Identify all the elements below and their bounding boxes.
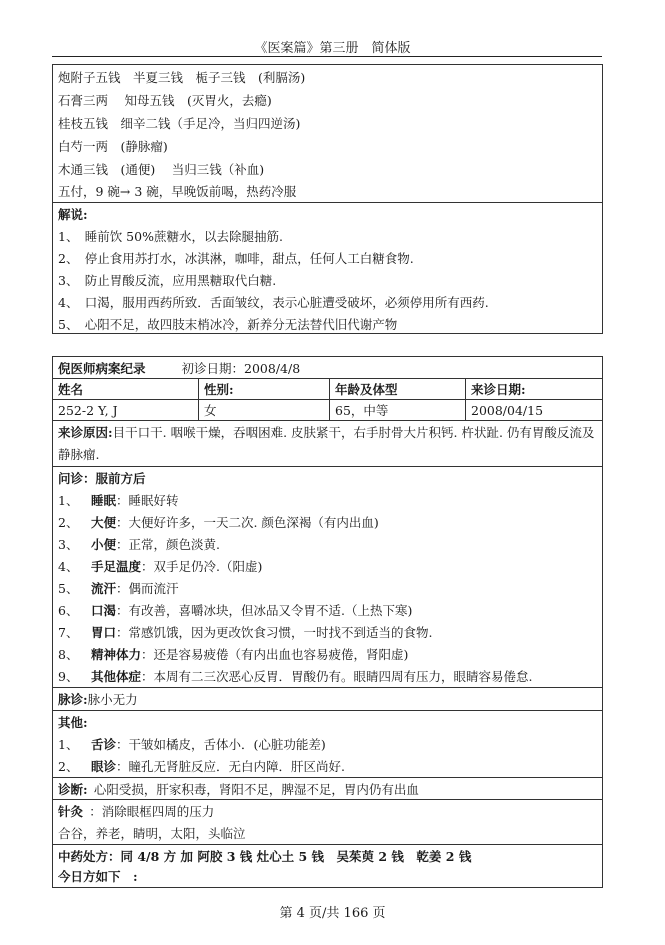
col-age-build: 年龄及体型 (330, 379, 466, 399)
visit-reason-text: 目干口干. 咽喉干燥，吞咽困难. 皮肤紧干，右手肘骨大片积钙. 杵状趾. 仍有胃酸反流及静脉瘤. (58, 425, 595, 462)
inquiry-item-2 (53, 511, 602, 533)
patient-header-row (53, 378, 602, 399)
explain-item-5: 5、 心阳不足，故四肢末梢冰冷，新养分无法替代旧代谢产物 (58, 317, 398, 332)
item-num: 5、 (58, 581, 79, 596)
item-text: ：还是容易疲倦（有内出血也容易疲倦，肾阳虚) (140, 647, 409, 662)
item-num: 8、 (58, 647, 79, 662)
explain-item-4: 4、 口渴，服用西药所致．舌面皱纹，表示心脏遭受破坏，必须停用所有西药. (58, 295, 489, 310)
visit-reason-label: 来诊原因: (58, 425, 113, 440)
header-rule (52, 56, 602, 57)
col-visit-date: 来诊日期: (471, 382, 526, 397)
item-text: ：干皱如橘皮，舌体小．(心脏功能差) (115, 737, 326, 752)
herb-line-4: 白芍一两 (静脉瘤) (58, 138, 168, 154)
prescription-box (52, 64, 603, 334)
other-title: 其他: (53, 710, 602, 733)
acupuncture-label: 针灸 (58, 804, 84, 819)
item-label: 胃口 (90, 625, 116, 640)
inquiry-item-7 (53, 621, 602, 643)
inquiry-item-3 (53, 533, 602, 555)
col-name: 姓名 (53, 379, 199, 399)
page-footer: 第 4 页/共 166 页 (279, 906, 386, 921)
item-label: 其他体症 (90, 669, 141, 684)
visit-reason (53, 420, 602, 466)
item-num: 6、 (58, 603, 79, 618)
col-gender: 性别: (199, 379, 330, 399)
inquiry-title: 问诊：服前方后 (53, 466, 602, 489)
dosage-instructions: 五付，9 碗→ 3 碗，早晚饭前喝，热药冷服 (58, 184, 297, 199)
item-text: ：双手足仍冷.（阳虚) (140, 559, 263, 574)
item-label: 流汗 (90, 581, 116, 596)
item-text: ：大便好许多，一天二次. 颜色深褐（有内出血) (115, 515, 379, 530)
herb-line-1: 炮附子五钱 半夏三钱 栀子三钱 (利膈汤) (58, 69, 306, 85)
patient-value-row (53, 399, 602, 420)
diagnosis-row (53, 777, 602, 799)
prescription-row: 中药处方：同 4/8 方 加 阿胶 3 钱 灶心土 5 钱 吴茱萸 2 钱 乾姜 2 钱 (53, 844, 602, 866)
item-num: 1、 (58, 493, 79, 508)
patient-age-build: 65，中等 (330, 400, 466, 420)
patient-name: 252-2 Y, J (53, 400, 199, 420)
record-title-row (53, 357, 602, 378)
pulse-text: 脉小无力 (87, 692, 138, 707)
case-record-box (52, 356, 603, 888)
explain-title: 解说: (53, 202, 602, 225)
other-item-2 (53, 755, 602, 777)
item-label: 小便 (90, 537, 116, 552)
item-num: 7、 (58, 625, 79, 640)
item-num: 1、 (58, 737, 79, 752)
diagnosis-label: 诊断: (58, 781, 88, 797)
page-header: 《医案篇》第三册 简体版 (254, 41, 411, 56)
diagnosis-text: 心阳受损，肝家积毒，肾阳不足，脾湿不足，胃内仍有出血 (93, 781, 419, 797)
item-label: 口渴 (90, 603, 116, 618)
inquiry-item-8 (53, 643, 602, 665)
explain-item-2: 2、 停止食用苏打水，冰淇淋，咖啡，甜点，任何人工白糖食物. (58, 251, 414, 266)
herb-line-2: 石膏三两 知母五钱 (灭胃火，去瘾) (58, 92, 272, 108)
item-text: ：瞳孔无肾脏反应．无白内障．肝区尚好. (115, 759, 345, 774)
item-text: ：正常，颜色淡黄. (115, 537, 220, 552)
inquiry-item-9 (53, 665, 602, 687)
item-num: 2、 (58, 515, 79, 530)
item-num: 9、 (58, 669, 79, 684)
pulse-row (53, 687, 602, 710)
item-label: 大便 (90, 515, 116, 530)
item-text: ：常感饥饿，因为更改饮食习惯，一时找不到适当的食物. (115, 625, 433, 640)
item-label: 睡眠 (90, 493, 116, 508)
inquiry-item-1 (53, 489, 602, 511)
item-label: 眼诊 (90, 759, 116, 774)
item-text: ：睡眠好转 (115, 493, 179, 508)
inquiry-item-5 (53, 577, 602, 599)
herb-line-5: 木通三钱 (通便) 当归三钱（补血) (58, 161, 265, 177)
item-label: 舌诊 (90, 737, 116, 752)
patient-visit-date: 2008/04/15 (471, 402, 544, 418)
inquiry-item-6 (53, 599, 602, 621)
item-label: 精神体力 (90, 647, 141, 662)
pulse-label: 脉诊: (58, 692, 88, 707)
item-text: ：偶而流汗 (115, 581, 179, 596)
patient-gender: 女 (199, 400, 330, 420)
acupuncture-text: ：消除眼框四周的压力 (89, 804, 215, 819)
first-visit-date: 初诊日期：2008/4/8 (181, 360, 301, 376)
other-item-1 (53, 733, 602, 755)
item-num: 3、 (58, 537, 79, 552)
acupuncture-points: 合谷，养老，睛明，太阳，头临泣 (58, 826, 246, 841)
item-text: ：本周有二三次恶心反胃．胃酸仍有。眼睛四周有压力，眼睛容易倦怠. (140, 669, 533, 684)
item-text: ：有改善，喜嚼冰块，但冰品又令胃不适.（上热下寒) (115, 603, 413, 618)
record-title: 倪医师病案纪录 (58, 360, 146, 376)
explain-item-1: 1、 睡前饮 50%蔗糖水，以去除腿抽筋. (58, 229, 283, 244)
today-prescription: 今日方如下 : (58, 869, 138, 884)
acupuncture-row (53, 799, 602, 822)
item-num: 4、 (58, 559, 79, 574)
herb-line-3: 桂枝五钱 细辛二钱（手足冷，当归四逆汤) (58, 115, 301, 131)
explain-item-3: 3、 防止胃酸反流，应用黑糖取代白糖. (58, 273, 277, 288)
item-label: 手足温度 (90, 559, 141, 574)
item-num: 2、 (58, 759, 79, 774)
inquiry-item-4 (53, 555, 602, 577)
